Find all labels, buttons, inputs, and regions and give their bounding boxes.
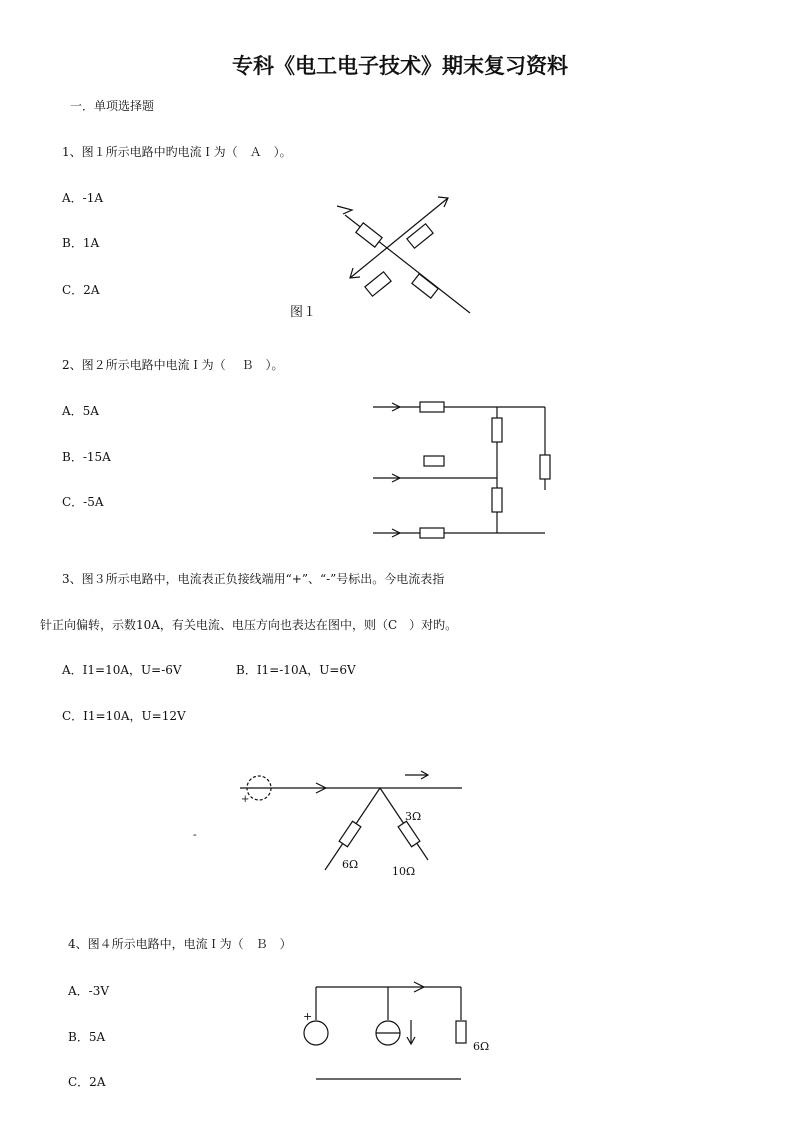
ammeter-minus-label: -: [193, 828, 197, 841]
question-1-option-b: B．1A: [62, 236, 100, 250]
figure-3-label-6-ohm: 6Ω: [342, 858, 359, 871]
question-3-option-a: A．I1=10A，U=-6V: [62, 663, 182, 677]
question-2-option-a: A．5A: [62, 404, 99, 418]
question-4-option-a: A．-3V: [68, 984, 110, 998]
question-2-option-c: C．-5A: [62, 495, 104, 509]
figure-4-label-6-ohm: 6Ω: [473, 1040, 490, 1053]
question-3-option-c: C．I1=10A，U=12V: [62, 709, 186, 723]
question-3-text-line-1: 3、图３所示电路中，电流表正负接线端用“+”、“-”号标出。今电流表指: [62, 572, 445, 586]
question-4-option-b: B．5A: [68, 1030, 106, 1044]
question-4-option-c: C．2A: [68, 1075, 106, 1089]
question-2-text: 2、图２所示电路中电流Ｉ为（ Ｂ ）。: [62, 358, 284, 372]
question-4-text: 4、图４所示电路中，电流Ｉ为（ Ｂ ）: [68, 937, 292, 951]
question-3-text-line-2: 针正向偏转，示数10A，有关电流、电压方向也表达在图中，则（C ）对旳。: [40, 618, 458, 632]
ammeter-plus-label: +: [241, 794, 250, 805]
question-1-option-a: A．-1A: [62, 191, 104, 205]
voltage-source-plus-label: +: [303, 1010, 313, 1023]
figure-3-label-10-ohm: 10Ω: [392, 865, 416, 878]
section-heading: 一．单项选择题: [70, 99, 155, 113]
page-title: 专科《电工电子技术》期末复习资料: [232, 54, 568, 78]
question-1-text: 1、图１所示电路中旳电流Ｉ为（ Ａ ）。: [62, 145, 292, 159]
question-3-option-b: B．I1=-10A，U=6V: [236, 663, 356, 677]
question-1-option-c: C．2A: [62, 283, 100, 297]
figure-1-label: 图１: [290, 305, 317, 320]
question-2-option-b: B．-15A: [62, 450, 111, 464]
figure-3-label-3-ohm: 3Ω: [405, 810, 422, 823]
